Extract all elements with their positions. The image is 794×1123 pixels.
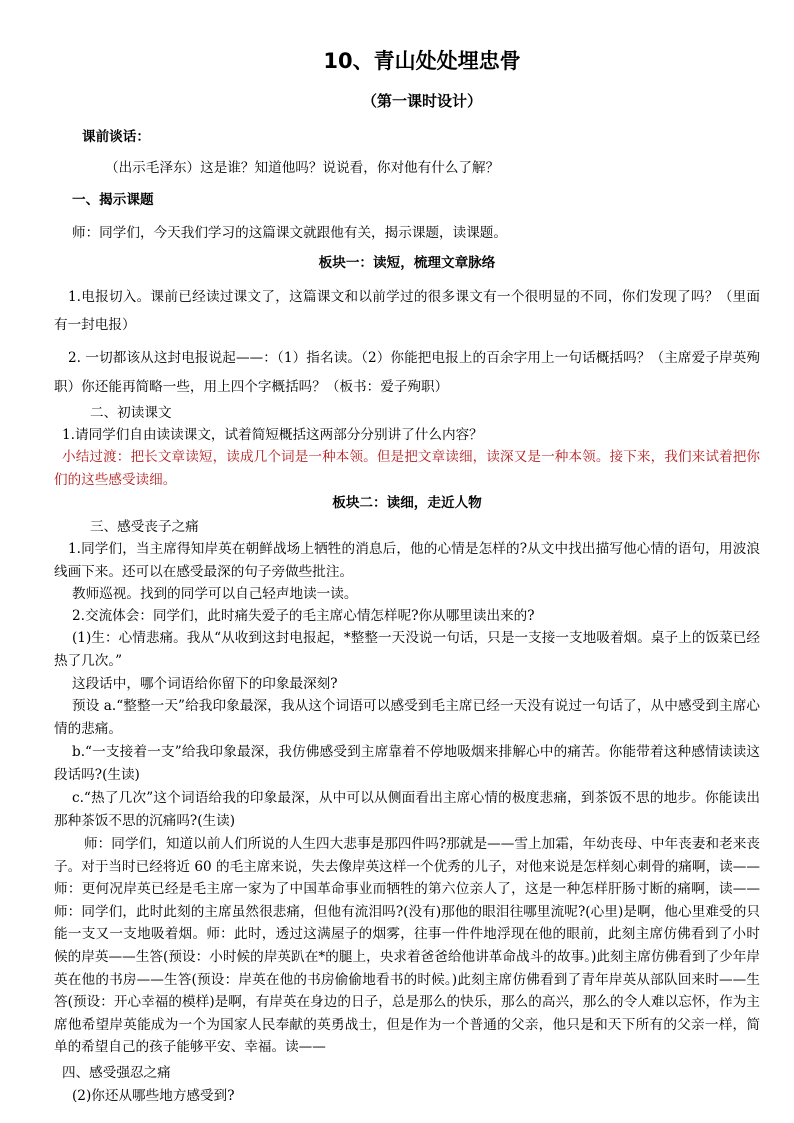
section-4-paragraph-1: (2)你还从哪些地方感受到? xyxy=(72,1088,235,1104)
page-subtitle: （第一课时设计） xyxy=(361,92,482,110)
section-3-paragraph-2: 教师巡视。找到的同学可以自己轻声地读一读。 xyxy=(72,586,358,602)
section-1-text: 师：同学们，今天我们学习的这篇课文就跟他有关，揭示课题，读课题。 xyxy=(72,225,507,241)
section-3-paragraph-6: 预设 a.“整整一天”给我印象最深，我从这个词语可以感受到毛主席已经一天没有说过一句话了，从中感受到主席心情的悲痛。 xyxy=(54,698,760,737)
summary-transition: 小结过渡：把长文章读短，读成几个词是一种本领。但是把文章读细，读深又是一种本领。接下来，我们来试着把你们的这些感受读细。 xyxy=(54,449,760,488)
section-4-heading: 四、感受强忍之痛 xyxy=(62,1065,171,1081)
block-1-heading: 板块一：读短，梳理文章脉络 xyxy=(318,255,496,271)
section-3-paragraph-9: 师：同学们，知道以前人们所说的人生四大悲事是那四件吗?那就是——雪上加霜，年幼丧母、中年丧妻和老来丧子。对于当时已经将近 60 的毛主席来说，失去像岸英这样一个优秀的儿子，对他来说是怎样刻心刺骨的痛啊，读——师：更何况岸英已经是毛主席一家为了中国革命事业而牺牲的第六位亲人了，这是一种怎样肝肠寸断的痛啊，读——师：同学们，此时此刻的主席虽然很悲痛，但他有流泪吗?(没有)那他的眼泪往哪里流呢?(心里)是啊，他心里难受的只能一支又一支地吸着烟。师：此时，透过这满屋子的烟雾，往事一件件地浮现在他的眼前，此刻主席仿佛看到了小时候的岸英——生答(预设：小时候的岸英趴在*的腿上，央求着爸爸给他讲革命战斗的故事。)此刻主席仿佛看到了少年岸英在他的书房——生答(预设：岸英在他的书房偷偷地看书的时候。)此刻主席仿佛看到了青年岸英从部队回来时——生答(预设：开心幸福的模样)是啊，有岸英在身边的日子，总是那么的快乐，那么的高兴，那么的令人难以忘怀，作为主席他希望岸英能成为一个为国家人民奉献的英勇战士，但是作为一个普通的父亲，他只是和天下所有的父亲一样，简单的希望自己的孩子能够平安、幸福。读—— xyxy=(54,836,760,1056)
section-2-heading: 二、初读课文 xyxy=(90,405,172,421)
section-3-paragraph-3: 2.交流体会：同学们，此时痛失爱子的毛主席心情怎样呢?你从哪里读出来的? xyxy=(72,608,535,624)
section-1-heading: 一、揭示课题 xyxy=(72,192,154,208)
section-3-paragraph-7: b.“一支接着一支”给我印象最深，我仿佛感受到主席靠着不停地吸烟来排解心中的痛苦。你能带着这种感情读读这段话吗?(生读) xyxy=(54,744,760,783)
pre-talk-heading: 课前谈话： xyxy=(82,129,150,145)
block-1-paragraph-2: 2. 一切都该从这封电报说起——：（1）指名读。（2）你能把电报上的百余字用上一句话概括吗？（主席爱子岸英殉职）你还能再简略一些，用上四个字概括吗？（板书：爱子殉职） xyxy=(54,350,760,395)
page-title: 10、青山处处埋忠骨 xyxy=(323,49,521,73)
section-3-heading: 三、感受丧子之痛 xyxy=(90,519,199,535)
section-3-paragraph-4: (1)生：心情悲痛。我从“从收到这封电报起，*整整一天没说一句话，只是一支接一支地吸着烟。桌子上的饭菜已经热了几次。” xyxy=(54,630,760,669)
block-1-paragraph-1: 1.电报切入。课前已经读过课文了，这篇课文和以前学过的很多课文有一个很明显的不同，你们发现了吗？（里面有一封电报） xyxy=(54,289,760,333)
section-2-paragraph-1: 1.请同学们自由读读课文，试着简短概括这两部分分别讲了什么内容？ xyxy=(62,427,483,443)
section-3-paragraph-8: c.“热了几次”这个词语给我的印象最深，从中可以从侧面看出主席心情的极度悲痛，到茶饭不思的地步。你能读出那种茶饭不思的沉痛吗?(生读) xyxy=(54,790,760,829)
section-3-paragraph-5: 这段话中，哪个词语给你留下的印象最深刻? xyxy=(72,676,338,692)
section-3-paragraph-1: 1.同学们，当主席得知岸英在朝鲜战场上牺牲的消息后，他的心情是怎样的?从文中找出描写他心情的语句，用波浪线画下来。还可以在感受最深的句子旁做些批注。 xyxy=(54,541,760,580)
pre-talk-text: （出示毛泽东）这是谁？知道他吗？说说看，你对他有什么了解？ xyxy=(105,160,500,176)
block-2-heading: 板块二：读细，走近人物 xyxy=(332,495,482,511)
